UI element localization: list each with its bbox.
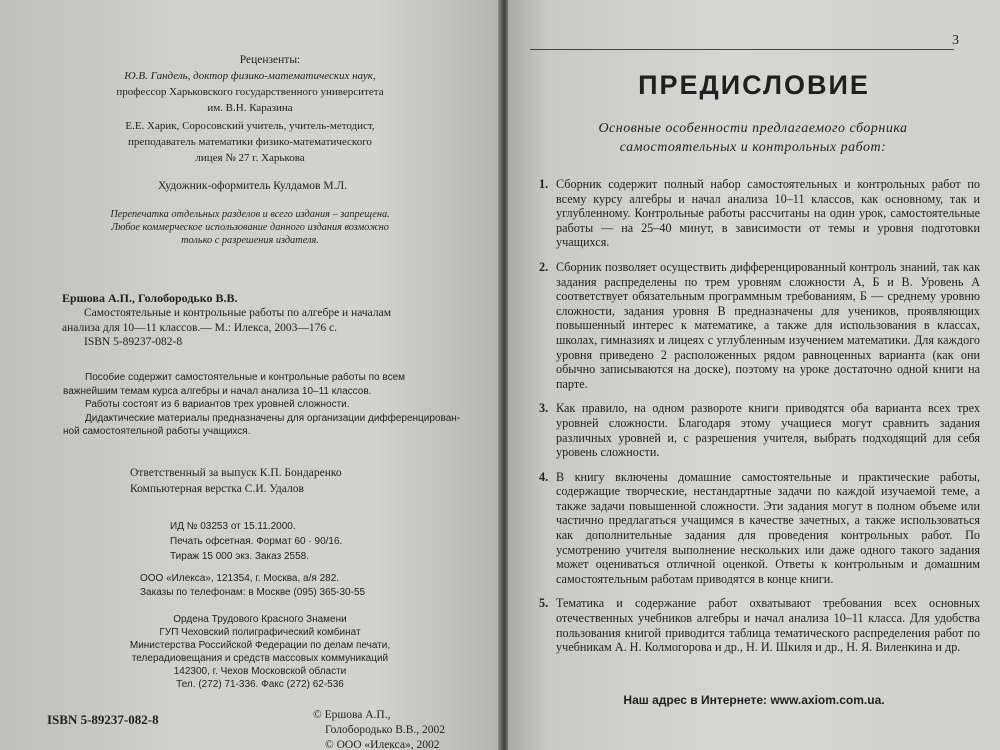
publisher-info: [140, 572, 440, 600]
responsible-editor: Ответственный за выпуск К.П. Бондаренко: [130, 467, 342, 479]
item-text: Сборник позволяет осуществить дифференцированный контроль знаний, так как задания распределены по трем уровням сложности А, Б и В. Уровень А соответствует обязательным программным требованиям, Б — среднему уровню сложности, задания уровня В предназначены для учеников, проявляющих повышенный интерес к математике, а также для использования в классах, школах, гимназиях и лицеях с углубленным изучением математики. Для каждого уровня приведено 2 расположенных рядом равноценных варианта (как они обычно записываются на доске), поэтому на уроке достаточно одной книги на парте.: [556, 259, 980, 391]
item-number: 5.: [539, 596, 549, 611]
header-rule: [530, 49, 954, 50]
reviewer-2-line: преподаватель математики физико-математического: [128, 136, 372, 148]
list-item: [522, 260, 980, 391]
item-number: 2.: [539, 259, 549, 274]
copyright-notice: [50, 208, 450, 247]
copyright-notice-line: только с разрешения издателя.: [181, 235, 319, 246]
preface-list: [522, 177, 980, 665]
item-number: 3.: [539, 401, 549, 416]
item-text: Как правило, на одном развороте книги приводятся оба варианта всех трех уровней сложности. Благодаря этому учащиеся могут сравнить задания различных уровней и, с разрешения учителя, выбрать подходящий для себя уровень сложности.: [556, 401, 980, 460]
preface-title: ПРЕДИСЛОВИЕ: [638, 70, 870, 100]
list-item: [522, 596, 980, 654]
annotation-line: ной самостоятельной работы учащихся.: [63, 426, 251, 437]
bib-line: анализа для 10—11 классов.— М.: Илекса, 2003—176 с.: [62, 321, 337, 334]
printer-line: Тел. (272) 71-336. Факс (272) 62-536: [176, 679, 344, 690]
printer-line: Министерства Российской Федерации по делам печати,: [129, 640, 391, 651]
annotation-line: Дидактические материалы предназначены для организации дифференцирован-: [85, 412, 461, 424]
imprint-line: Печать офсетная. Формат 60 · 90/16.: [170, 536, 343, 547]
reviewer-1-line: им. В.Н. Каразина: [207, 102, 293, 114]
imprint: [170, 519, 410, 564]
copyright-lines: [313, 708, 445, 750]
printer-line: Ордена Трудового Красного Знамени: [173, 614, 347, 625]
website-line: Наш адрес в Интернете: www.axiom.com.ua.: [623, 693, 885, 707]
isbn-bottom: ISBN 5-89237-082-8: [47, 712, 159, 727]
item-number: 4.: [539, 469, 549, 484]
copyright-line: © Ершова А.П.,: [313, 709, 391, 721]
bib-line: Самостоятельные и контрольные работы по алгебре и началам: [84, 307, 391, 319]
item-number: 1.: [539, 177, 549, 191]
book-authors: Ершова А.П., Голобородько В.В.: [62, 291, 238, 305]
reviewer-1-line: Ю.В. Гандель, доктор физико-математических наук,: [124, 70, 376, 82]
list-item: [522, 401, 980, 459]
list-item: [522, 470, 980, 587]
printer-line: телерадиовещания и средств массовых коммуникаций: [131, 653, 389, 664]
reviewer-1-line: профессор Харьковского государственного университета: [116, 86, 384, 98]
reviewer-2-line: Е.Е. Харик, Соросовский учитель, учитель-методист,: [125, 120, 375, 132]
printer-line: 142300, г. Чехов Московской области: [173, 666, 347, 677]
reviewers-heading: Рецензенты:: [239, 54, 301, 66]
subtitle-line: Основные особенности предлагаемого сборника: [598, 121, 908, 136]
preface-subtitle: [518, 119, 988, 157]
imprint-line: ИД № 03253 от 15.11.2000.: [170, 521, 296, 532]
item-text: Тематика и содержание работ охватывают требования всех основных отечественных учебников алгебры и начал анализа 10–11 класса. Для удобства пользования книгой приводится таблица тематического распределения работ по учебникам А. Н. Колмогорова и др., Н. И. Шкиля и др., Н. Я. Виленкина и др.: [556, 596, 980, 655]
reviewer-2-line: лицея № 27 г. Харькова: [195, 152, 305, 164]
publisher-line: Заказы по телефонам: в Москве (095) 365-30-55: [140, 587, 366, 598]
copyright-line: © ООО «Илекса», 2002: [325, 739, 440, 750]
computer-layout: Компьютерная верстка С.И. Удалов: [130, 483, 304, 495]
reviewer-2: [60, 118, 440, 166]
right-page: [508, 0, 1000, 750]
copyright-line: Голобородько В.В., 2002: [325, 724, 446, 736]
copyright-notice-line: Любое коммерческое использование данного издания возможно: [111, 222, 389, 233]
annotation-line: Работы состоят из 6 вариантов трех уровней сложности.: [85, 399, 350, 410]
annotation: [63, 371, 483, 439]
copyright-notice-line: Перепечатка отдельных разделов и всего издания – запрещена.: [110, 209, 390, 220]
publisher-line: ООО «Илекса», 121354, г. Москва, а/я 282.: [140, 573, 340, 584]
item-text: В книгу включены домашние самостоятельные и практические работы, содержащие творческие, нестандартные задачи по каждой изучаемой теме, а также задачи повышенной сложности. Эти задания могут в полном объеме или частично предлагаться учащимся в качестве зачетных, а также использоваться как дополнительные задания для проведения контрольных работ. По усмотрению учителя выполнение нескольких или даже одного такого задания может оцениваться отличной оценкой. Ответы к контрольным и домашним самостоятельным работам приводятся в конце книги.: [556, 469, 980, 586]
reviewer-1: [60, 68, 440, 116]
item-text: Сборник содержит полный набор самостоятельных и контрольных работ по всему курсу алгебры и начал анализа 10–11 классов, как основному, так и углубленному. Контрольные работы рассчитаны на один урок, самостоятельные работы — на 25–40 минут, в зависимости от темы и уровня подготовки учащихся.: [556, 177, 980, 250]
printer-line: ГУП Чеховский полиграфический комбинат: [159, 627, 361, 638]
imprint-line: Тираж 15 000 экз. Заказ 2558.: [170, 551, 309, 562]
annotation-line: Пособие содержит самостоятельные и контрольные работы по всем: [85, 372, 405, 383]
list-item: [522, 177, 980, 250]
subtitle-line: самостоятельных и контрольных работ:: [619, 140, 887, 155]
page-number: 3: [952, 33, 959, 48]
isbn-top: ISBN 5-89237-082-8: [84, 336, 183, 348]
bibliographic-entry: [62, 306, 482, 350]
annotation-line: важнейшим темам курса алгебры и начал анализа 10–11 классов.: [63, 385, 372, 397]
printer-info: [100, 613, 420, 691]
artist-credit: Художник-оформитель Кулдамов М.Л.: [158, 180, 348, 192]
